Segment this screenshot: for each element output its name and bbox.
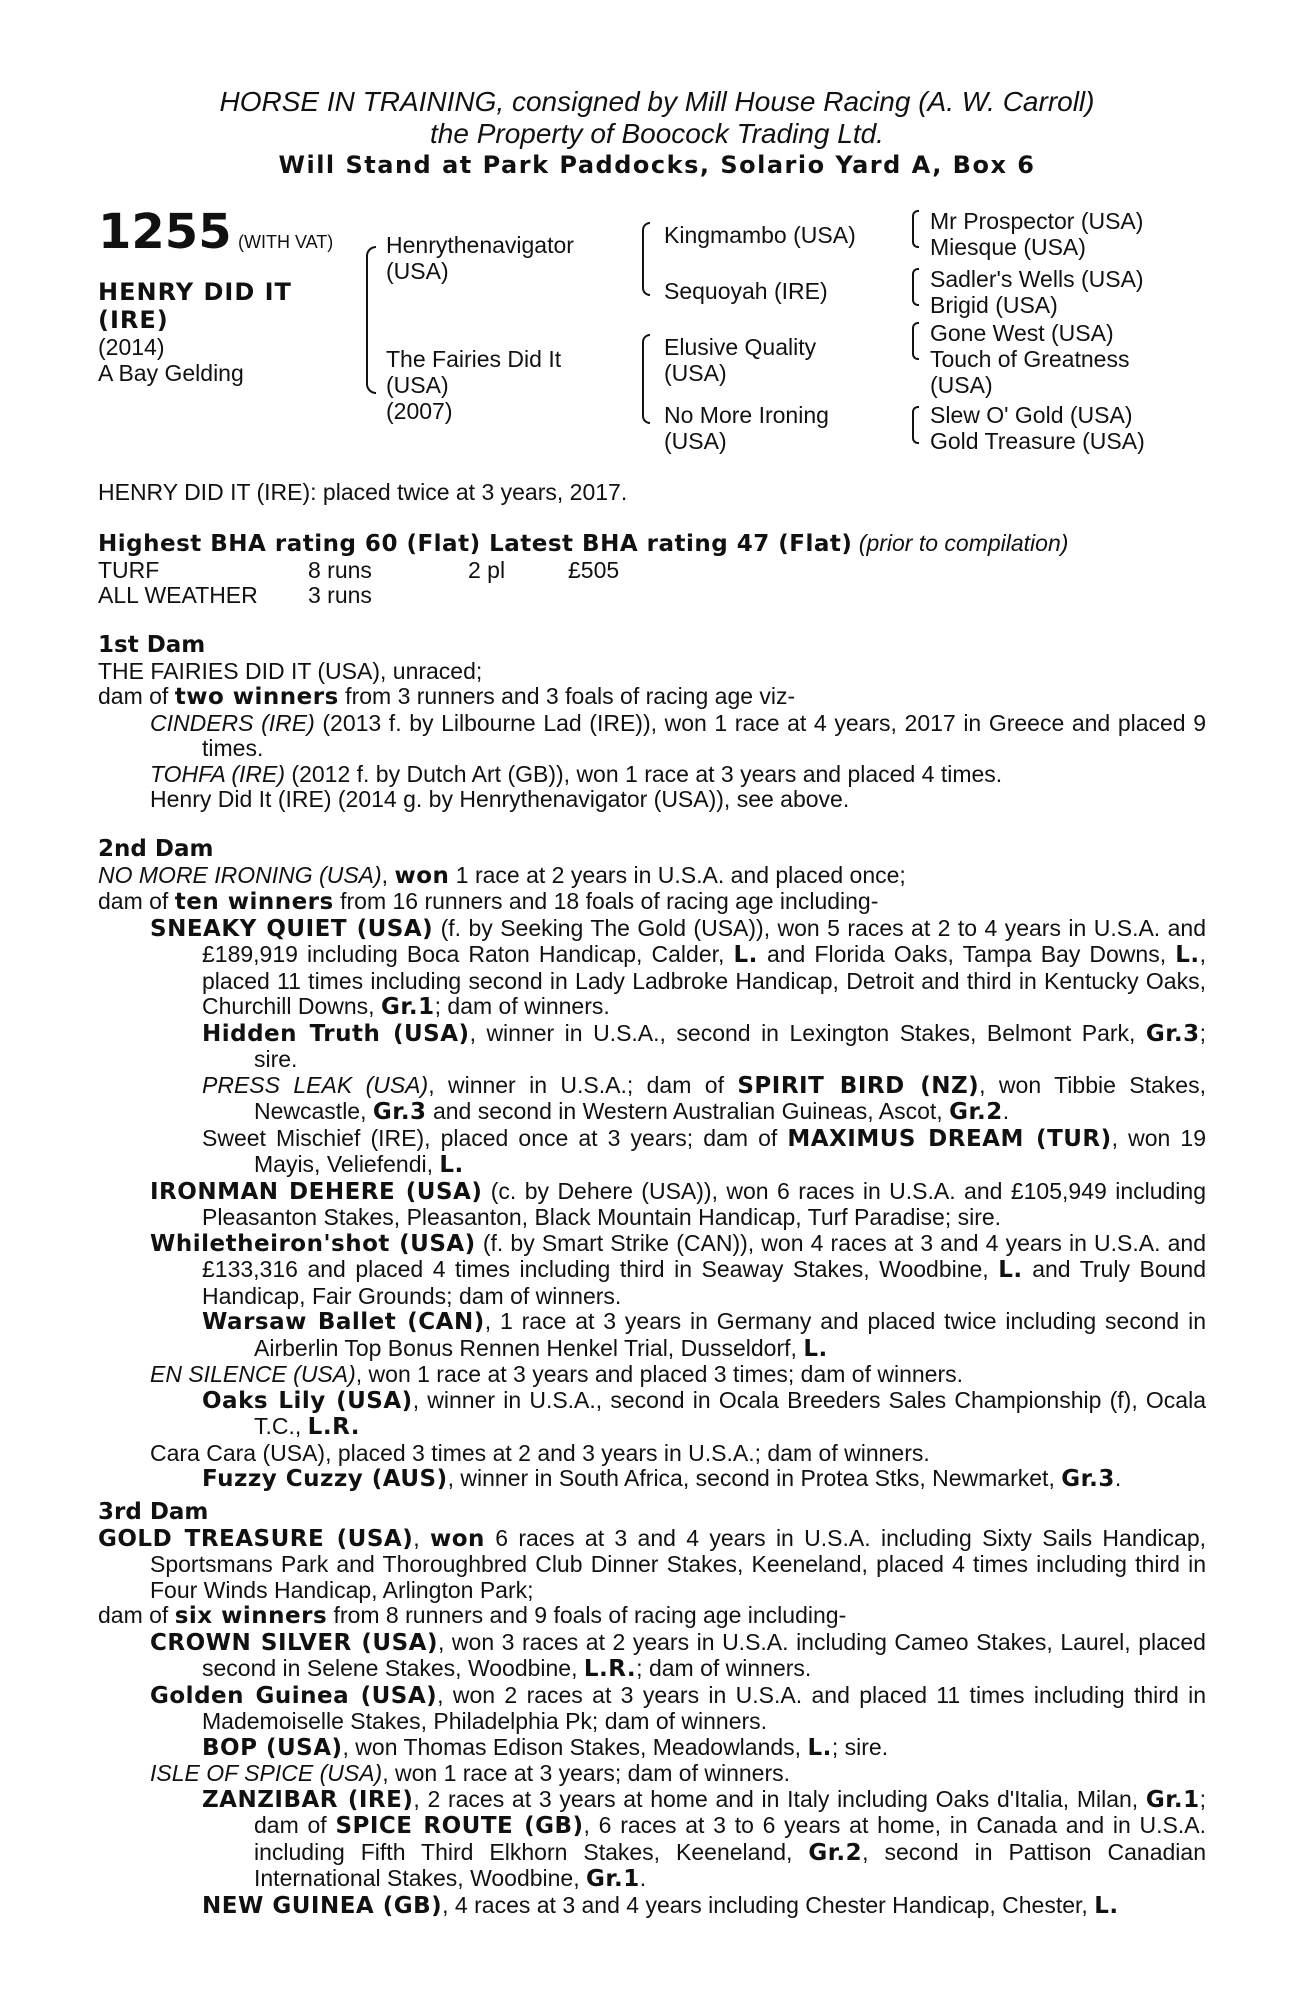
produce-zanzibar: ZANZIBAR (IRE), 2 races at 3 years at home and in Italy including Oaks d'Italia, Milan, Gr.1; dam of SPICE ROUTE (GB), 6 races at 3 to 6 years at home, in Canada and in U.S.A. including Fifth Third Elkhorn Stakes, Keeneland, Gr.2, second in Pattison Canadian International Stakes, Woodbine, Gr.1. — [202, 1785, 1207, 1892]
rating-block — [98, 531, 1206, 608]
bracket-3d — [912, 406, 919, 444]
summary: HENRY DID IT (IRE): placed twice at 3 years, 2017. — [98, 479, 628, 505]
horse-name: HENRY DID IT (IRE) — [98, 278, 292, 334]
produce-oaks-lily: Oaks Lily (USA), winner in U.S.A., second in Ocala Breeders Sales Championship (f), Ocala T.C., L.R. — [202, 1386, 1206, 1440]
produce-cinders: CINDERS (IRE) (2013 f. by Lilbourne Lad (IRE)), won 1 race at 4 years, 2017 in Greece and placed 9 times. — [150, 709, 1206, 761]
lot-number: 1255 (WITH VAT) — [98, 204, 334, 260]
dss: Gone West (USA) Touch of Greatness (USA) — [930, 320, 1130, 398]
third-dam-record: GOLD TREASURE (USA), won 6 races at 3 and 4 years in U.S.A. including Sixty Sails Handicap, Sportsmans Park and Thoroughbred Club Dinner Stakes, Keeneland, placed 4 times including third in Four Winds Handicap, Arlington Park; — [98, 1524, 1207, 1603]
sss: Mr Prospector (USA) Miesque (USA) — [930, 208, 1144, 260]
record-turf: TURF 8 runs 2 pl £505 — [98, 556, 620, 583]
second-dam-section: 2nd Dam NO MORE IRONING (USA), won 1 race at 2 years in U.S.A. and placed once; dam of ten winners from 16 runners and 18 foals of racing age including- SNEAKY QUIET (USA) (f. by Seeking The Gold (USA)), won 5 races at 2 to 4 years in U.S.A. and £189,919 including Boca Raton Handicap, Calder, L. and Florida Oaks, Tampa Bay Downs, L., placed 11 times including second in Lady Ladbroke Handicap, Detroit and third in Kentucky Oaks, Churchill Downs, Gr.1; dam of winners. Hidden Truth (USA), winner in U.S.A., second in Lexington Stakes, Belmont Park, Gr.3; sire. PRESS LEAK (USA), winner in U.S.A.; dam of SPIRIT BIRD (NZ), won Tibbie Stakes, Newcastle, Gr.3 and second in Western Australian Guineas, Ascot, Gr.2. Sweet Mischief (IRE), placed once at 3 years; dam of MAXIMUS DREAM (TUR), won 19 Mayis, Veliefendi, L. IRONMAN DEHERE (USA) (c. by Dehere (USA)), won 6 races in U.S.A. and £105,949 including Pleasanton Stakes, Pleasanton, Black Mountain Handicap, Turf Paradise; sire. Whiletheiron'shot (USA) (f. by Smart Strike (CAN)), won 4 races at 3 and 4 years in U.S.A. and £133,316 and placed 4 times including third in Seaway Stakes, Woodbine, L. and Truly Bound Handicap, Fair Grounds; dam of winners. Warsaw Ballet (CAN), 1 race at 3 years in Germany and placed twice including second in Airberlin Top Bonus Rennen Henkel Trial, Dusseldorf, L. EN SILENCE (USA), won 1 race at 3 years and placed 3 times; dam of winners. Oaks Lily (USA), winner in U.S.A., second in Ocala Breeders Sales Championship (f), Ocala T.C., L.R. Cara Cara (USA), placed 3 times at 2 and 3 years in U.S.A.; dam of winners. Fuzzy Cuzzy (AUS), winner in South Africa, second in Protea Stks, Newmarket, Gr.3. — [98, 836, 1207, 1492]
location-line: Will Stand at Park Paddocks, Solario Yard A, Box 6 — [278, 151, 1036, 179]
produce-tohfa: TOHFA (IRE) (2012 f. by Dutch Art (GB)), won 1 race at 3 years and placed 4 times. — [150, 760, 1003, 787]
sds: Sadler's Wells (USA) Brigid (USA) — [930, 266, 1144, 318]
first-dam-section: 1st Dam THE FAIRIES DID IT (USA), unraced; dam of two winners from 3 runners and 3 foals of racing age viz- CINDERS (IRE) (2013 f. by Lilbourne Lad (IRE)), won 1 race at 4 years, 2017 in Greece and placed 9 times. TOHFA (IRE) (2012 f. by Dutch Art (GB)), won 1 race at 3 years and placed 4 times. Henry Did It (IRE) (2014 g. by Henrythenavigator (USA)), see above. — [98, 632, 1206, 812]
first-dam-title: 1st Dam — [98, 632, 206, 658]
sire-sire: Kingmambo (USA) — [664, 222, 856, 248]
dam-bracket — [642, 334, 650, 424]
dds: Slew O' Gold (USA) Gold Treasure (USA) — [930, 402, 1145, 454]
catalogue-header — [0, 86, 1314, 180]
produce-bop: BOP (USA), won Thomas Edison Stakes, Meadowlands, L.; sire. — [202, 1733, 889, 1761]
produce-crown-silver: CROWN SILVER (USA), won 3 races at 2 years in U.S.A. including Cameo Stakes, Laurel, placed second in Selene Stakes, Woodbine, L.R.; dam of winners. — [150, 1628, 1206, 1682]
produce-warsaw-ballet: Warsaw Ballet (CAN), 1 race at 3 years in Germany and placed twice including second in Airberlin Top Bonus Rennen Henkel Trial, Dusseldorf, L. — [202, 1308, 1206, 1362]
produce-whiletheironshot: Whiletheiron'shot (USA) (f. by Smart Strike (CAN)), won 4 races at 3 and 4 years in U.S.A. and £133,316 and placed 4 times including third in Seaway Stakes, Woodbine, L. and Truly Bound Handicap, Fair Grounds; dam of winners. — [150, 1229, 1206, 1309]
bha-rating: Highest BHA rating 60 (Flat) Latest BHA rating 47 (Flat) — [98, 531, 853, 557]
produce-sneaky-quiet: SNEAKY QUIET (USA) (f. by Seeking The Gold (USA)), won 5 races at 2 to 4 years in U.S.A. and £189,919 including Boca Raton Handicap, Calder, L. and Florida Oaks, Tampa Bay Downs, L., placed 11 times including second in Lady Ladbroke Handicap, Detroit and third in Kentucky Oaks, Churchill Downs, Gr.1; dam of winners. — [150, 914, 1207, 1020]
produce-fuzzy-cuzzy: Fuzzy Cuzzy (AUS), winner in South Africa, second in Protea Stks, Newmarket, Gr.3. — [202, 1465, 1122, 1492]
dam: The Fairies Did It (USA) (2007) — [386, 346, 562, 424]
rating-note: (prior to compilation) — [858, 530, 1069, 556]
third-dam-section: 3rd Dam GOLD TREASURE (USA), won 6 races at 3 and 4 years in U.S.A. including Sixty Sails Handicap, Sportsmans Park and Thoroughbred Club Dinner Stakes, Keeneland, placed 4 times including third in Four Winds Handicap, Arlington Park; dam of six winners from 8 runners and 9 foals of racing age including- CROWN SILVER (USA), won 3 races at 2 years in U.S.A. including Cameo Stakes, Laurel, placed second in Selene Stakes, Woodbine, L.R.; dam of winners. Golden Guinea (USA), won 2 races at 3 years in U.S.A. and placed 11 times including third in Mademoiselle Stakes, Philadelphia Pk; dam of winners. BOP (USA), won Thomas Edison Stakes, Meadowlands, L.; sire. ISLE OF SPICE (USA), won 1 race at 3 years; dam of winners. ZANZIBAR (IRE), 2 races at 3 years at home and in Italy including Oaks d'Italia, Milan, Gr.1; dam of SPICE ROUTE (GB), 6 races at 3 to 6 years at home, in Canada and in U.S.A. including Fifth Third Elkhorn Stakes, Keeneland, Gr.2, second in Pattison Canadian International Stakes, Woodbine, Gr.1. NEW GUINEA (GB), 4 races at 3 and 4 years including Chester Handicap, Chester, L. — [98, 1499, 1207, 1919]
produce-cara-cara: Cara Cara (USA), placed 3 times at 2 and 3 years in U.S.A.; dam of winners. — [150, 1439, 930, 1466]
produce-en-silence: EN SILENCE (USA), won 1 race at 3 years and placed 3 times; dam of winners. — [150, 1361, 964, 1387]
sire-bracket — [642, 222, 650, 296]
produce-sweet-mischief: Sweet Mischief (IRE), placed once at 3 years; dam of MAXIMUS DREAM (TUR), won 19 Mayis, Veliefendi, L. — [202, 1124, 1206, 1178]
third-dam-title: 3rd Dam — [98, 1499, 209, 1525]
consignor-line: HORSE IN TRAINING, consigned by Mill House Racing (A. W. Carroll) — [219, 86, 1095, 117]
produce-golden-guinea: Golden Guinea (USA), won 2 races at 3 years in U.S.A. and placed 11 times including third in Mademoiselle Stakes, Philadelphia Pk; dam of winners. — [150, 1681, 1206, 1734]
second-dam-title: 2nd Dam — [98, 836, 214, 862]
pedigree-bracket — [366, 246, 376, 394]
produce-press-leak: PRESS LEAK (USA), winner in U.S.A.; dam of SPIRIT BIRD (NZ), won Tibbie Stakes, Newcastle, Gr.3 and second in Western Australian Guineas, Ascot, Gr.2. — [202, 1071, 1206, 1125]
bracket-3b — [912, 268, 919, 306]
bracket-3c — [912, 322, 919, 360]
dam-sire: Elusive Quality (USA) — [664, 334, 817, 386]
produce-isle-of-spice: ISLE OF SPICE (USA), won 1 race at 3 years; dam of winners. — [150, 1760, 791, 1786]
horse-details: (2014) A Bay Gelding — [98, 334, 244, 386]
property-line: the Property of Boocock Trading Ltd. — [430, 118, 884, 149]
sire-dam: Sequoyah (IRE) — [664, 278, 828, 304]
produce-ironman-dehere: IRONMAN DEHERE (USA) (c. by Dehere (USA)), won 6 races in U.S.A. and £105,949 including Pleasanton Stakes, Pleasanton, Black Mountain Handicap, Turf Paradise; sire. — [150, 1177, 1206, 1230]
sire: Henrythenavigator (USA) — [386, 232, 574, 284]
record-all-weather: ALL WEATHER 3 runs — [98, 581, 372, 608]
dam-dam: No More Ironing (USA) — [664, 402, 829, 454]
summary-block — [98, 480, 1206, 506]
produce-hidden-truth: Hidden Truth (USA), winner in U.S.A., second in Lexington Stakes, Belmont Park, Gr.3; sire. — [202, 1019, 1206, 1072]
produce-new-guinea: NEW GUINEA (GB), 4 races at 3 and 4 years including Chester Handicap, Chester, L. — [202, 1891, 1119, 1919]
bracket-3a — [912, 210, 919, 248]
produce-henry: Henry Did It (IRE) (2014 g. by Henrythenavigator (USA)), see above. — [150, 786, 850, 812]
